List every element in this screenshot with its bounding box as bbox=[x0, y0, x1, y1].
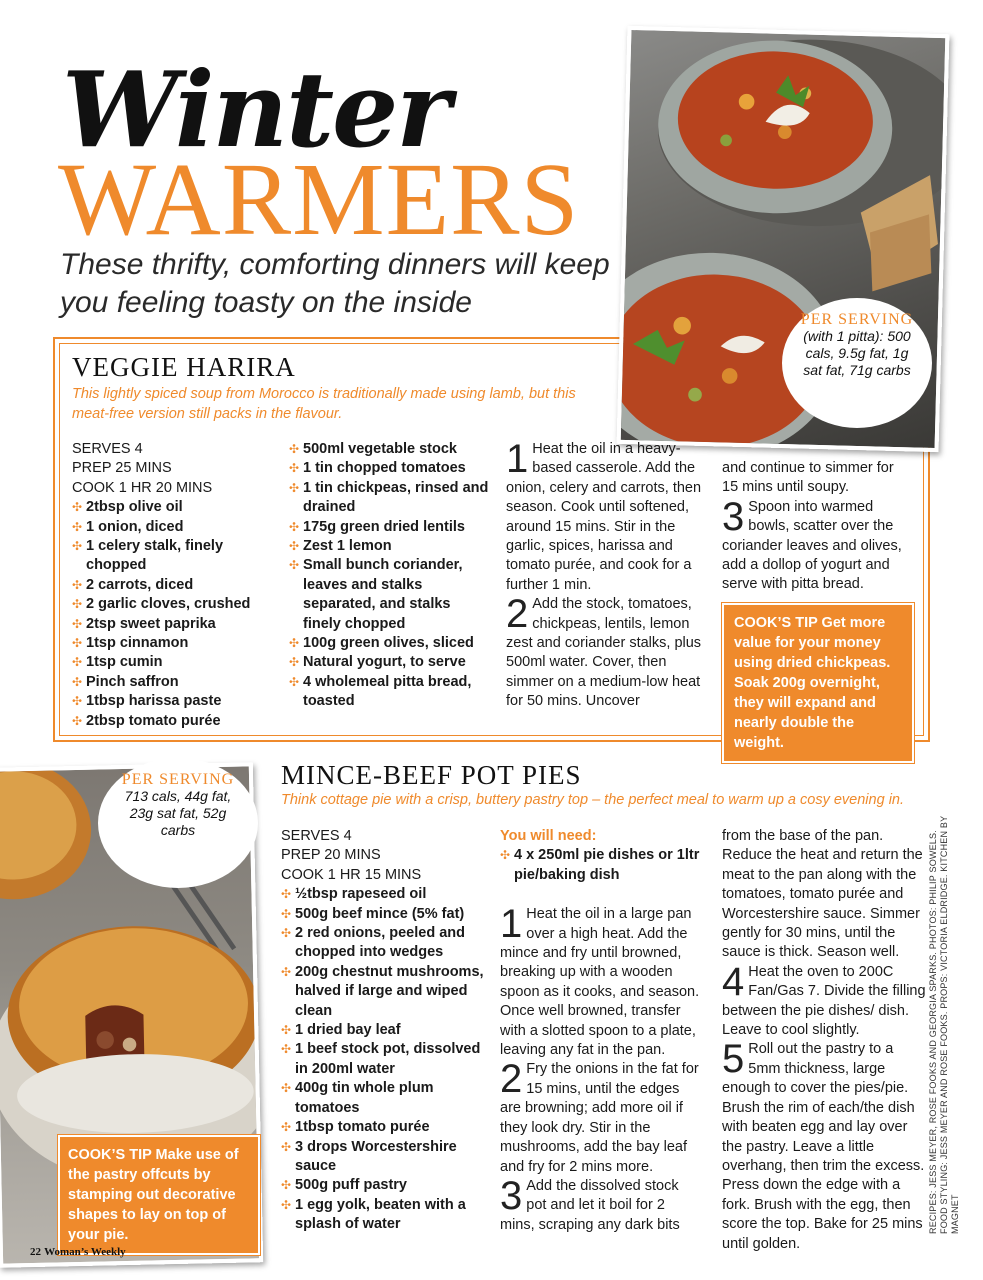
four-petal-flower-icon: ✣ bbox=[281, 926, 292, 941]
ingredient: ✣ 2tbsp tomato purée bbox=[72, 712, 277, 731]
ingredient: ✣ 1tbsp harissa paste bbox=[72, 692, 277, 711]
harira-intro: This lightly spiced soup from Morocco is traditionally made using lamb, but this meat-free version still packs in the flavour. bbox=[72, 386, 576, 422]
title-warmers: WARMERS bbox=[58, 142, 580, 257]
equipment: ✣ 4 x 250ml pie dishes or 1ltr pie/baking dish bbox=[500, 847, 700, 883]
ingredient: ✣ 2 garlic cloves, crushed bbox=[72, 595, 277, 614]
ingredient: ✣ 1 egg yolk, beaten with a splash of water bbox=[281, 1196, 466, 1233]
four-petal-flower-icon: ✣ bbox=[289, 461, 300, 476]
four-petal-flower-icon: ✣ bbox=[289, 655, 300, 670]
pies-cooks-tip: COOK’S TIP Make use of the pastry offcuts by stamping out decorative shapes to lay on top of your pie. bbox=[58, 1135, 260, 1255]
ingredient: ✣ 1 dried bay leaf bbox=[281, 1021, 486, 1040]
four-petal-flower-icon: ✣ bbox=[72, 616, 83, 631]
method-step: 2 Fry the onions in the fat for 15 mins, until the edges are browning; add more oil if they look dry. Stir in the mushrooms, add the bay leaf and fry for 2 mins more. bbox=[500, 1057, 699, 1175]
ingredient: ✣ 4 wholemeal pitta bread, toasted bbox=[289, 673, 472, 710]
step-number: 1 bbox=[506, 437, 529, 481]
method-step: 3 Add the dissolved stock pot and let it boil for 2 mins, scraping any dark bits bbox=[500, 1173, 680, 1233]
photo-credits: RECIPES: JESS MEYER, ROSE FOOKS AND GEORGIA SPARKS. PHOTOS: PHILIP SOWELS. FOOD STYLING: JESS MEYER AND ROSE FOOKS. PROPS: VICTORIA ELDRIDGE. KITCHEN BY MAGNET bbox=[928, 815, 960, 1234]
four-petal-flower-icon: ✣ bbox=[72, 636, 83, 651]
four-petal-flower-icon: ✣ bbox=[72, 694, 83, 709]
ingredient: ✣ 175g green dried lentils bbox=[289, 518, 489, 537]
pies-ingredients bbox=[281, 827, 486, 1235]
four-petal-flower-icon: ✣ bbox=[72, 674, 83, 689]
four-petal-flower-icon: ✣ bbox=[72, 577, 83, 592]
four-petal-flower-icon: ✣ bbox=[289, 480, 300, 495]
step-number: 1 bbox=[500, 902, 523, 947]
ingredient: ✣ 100g green olives, sliced bbox=[289, 634, 489, 653]
ingredient: ✣ 2 red onions, peeled and chopped into wedges bbox=[281, 925, 466, 961]
step-number: 3 bbox=[722, 494, 745, 539]
four-petal-flower-icon: ✣ bbox=[281, 1042, 292, 1057]
four-petal-flower-icon: ✣ bbox=[72, 597, 83, 612]
four-petal-flower-icon: ✣ bbox=[281, 1197, 292, 1212]
four-petal-flower-icon: ✣ bbox=[281, 964, 292, 979]
step-number: 3 bbox=[500, 1173, 523, 1218]
four-petal-flower-icon: ✣ bbox=[281, 887, 292, 902]
pies-prep: PREP 20 MINS bbox=[281, 847, 381, 864]
four-petal-flower-icon: ✣ bbox=[281, 1178, 292, 1193]
ingredient: ✣ Zest 1 lemon bbox=[289, 537, 489, 556]
method-continued: and continue to simmer for 15 mins until soupy. bbox=[722, 460, 894, 496]
ingredient: ✣ 1 tin chopped tomatoes bbox=[289, 459, 489, 478]
ingredient: ✣ Natural yogurt, to serve bbox=[289, 653, 489, 672]
harira-ingredients-col1 bbox=[72, 440, 277, 731]
step-number: 2 bbox=[506, 592, 529, 637]
pies-serves: SERVES 4 bbox=[281, 828, 352, 844]
ingredient: ✣ 400g tin whole plum tomatoes bbox=[281, 1080, 434, 1116]
method-step: 5 Roll out the pastry to a 5mm thickness, large enough to cover the pies/pie. Brush the rim of each/the dish with beaten egg and lay over the pastry. Leave a little overhang, then trim the excess. Press down the edge with a fork. Brush with the egg, then score the top. Bake for 25 mins until golden. bbox=[722, 1037, 925, 1252]
ingredient: ✣ 2tbsp olive oil bbox=[72, 498, 277, 517]
four-petal-flower-icon: ✣ bbox=[289, 442, 300, 456]
ingredient: ✣ ½tbsp rapeseed oil bbox=[281, 885, 486, 904]
method-step: 3 Spoon into warmed bowls, scatter over the coriander leaves and olives, add a dollop of yogurt and serve with pitta bread. bbox=[722, 494, 902, 593]
step-number: 2 bbox=[500, 1057, 523, 1102]
ingredient: ✣ 1 beef stock pot, dissolved in 200ml water bbox=[281, 1041, 481, 1077]
harira-per-serving-text: (with 1 pitta): 500 cals, 9.5g fat, 1g sat fat, 71g carbs bbox=[803, 328, 911, 378]
pies-intro: Think cottage pie with a crisp, buttery pastry top – the perfect meal to warm up a cosy evening in. bbox=[281, 792, 905, 808]
ingredient: ✣ 1 tin chickpeas, rinsed and drained bbox=[289, 479, 489, 516]
four-petal-flower-icon: ✣ bbox=[281, 1023, 292, 1038]
four-petal-flower-icon: ✣ bbox=[72, 519, 83, 534]
ingredient: ✣ 500g puff pastry bbox=[281, 1176, 486, 1195]
method-continued: from the base of the pan. Reduce the heat and return the meat to the pan along with the tomatoes, tomato purée and Worcestershire sauce. Simmer gently for 30 mins, until the sauce is thick. Season well. bbox=[722, 828, 923, 961]
harira-per-serving-badge bbox=[782, 298, 932, 428]
four-petal-flower-icon: ✣ bbox=[289, 674, 300, 689]
ingredient: ✣ 1tsp cinnamon bbox=[72, 634, 277, 653]
you-will-need-head: You will need: bbox=[500, 828, 597, 844]
four-petal-flower-icon: ✣ bbox=[289, 539, 300, 554]
harira-cook: COOK 1 HR 20 MINS bbox=[72, 479, 213, 496]
pies-cook: COOK 1 HR 15 MINS bbox=[281, 866, 422, 883]
four-petal-flower-icon: ✣ bbox=[500, 848, 511, 863]
ingredient: ✣ 1 onion, diced bbox=[72, 518, 277, 537]
step-number: 4 bbox=[722, 959, 745, 1004]
four-petal-flower-icon: ✣ bbox=[281, 1139, 292, 1154]
page-number: 22 bbox=[30, 1246, 41, 1258]
method-step: 1 Heat the oil in a heavy-based casserole. Add the onion, celery and carrots, then season. Cook until softened, around 15 mins. Stir in the garlic, spices, harissa and tomato purée, and cook for a further 1 min. bbox=[506, 437, 702, 593]
page-footer bbox=[30, 1246, 126, 1258]
ingredient: ✣ Pinch saffron bbox=[72, 673, 277, 692]
pies-per-serving-head: PER SERVING bbox=[121, 771, 235, 788]
subtitle: These thrifty, comforting dinners will keep you feeling toasty on the inside bbox=[60, 248, 610, 319]
harira-title: VEGGIE HARIRA bbox=[72, 352, 296, 382]
four-petal-flower-icon: ✣ bbox=[281, 1081, 292, 1096]
harira-prep: PREP 25 MINS bbox=[72, 460, 172, 477]
harira-cooks-tip: COOK’S TIP Get more value for your money using dried chickpeas. Soak 200g overnight, they will expand and nearly double the weight. bbox=[722, 603, 914, 763]
pies-per-serving-badge bbox=[98, 758, 258, 888]
ingredient: ✣ 1tbsp tomato purée bbox=[281, 1118, 486, 1137]
magazine-name: Woman’s Weekly bbox=[44, 1246, 126, 1258]
harira-ingredients-col2 bbox=[289, 440, 489, 712]
harira-method-col2 bbox=[722, 459, 912, 595]
four-petal-flower-icon: ✣ bbox=[289, 519, 300, 534]
title-winter: Winter bbox=[62, 48, 450, 171]
method-step: 2 Add the stock, tomatoes, chickpeas, lentils, lemon zest and coriander stalks, plus 500ml water. Cover, then simmer on a medium-low heat for 50 mins. Uncover bbox=[506, 592, 702, 710]
pies-method-col1 bbox=[500, 827, 700, 1235]
ingredient: ✣ Small bunch coriander, leaves and stalks separated, and stalks finely chopped bbox=[289, 557, 463, 632]
four-petal-flower-icon: ✣ bbox=[72, 500, 83, 515]
ingredient: ✣ 500g beef mince (5% fat) bbox=[281, 905, 486, 924]
ingredient: ✣ 200g chestnut mushrooms, halved if large and wiped clean bbox=[281, 963, 484, 1019]
harira-method-col1 bbox=[506, 437, 706, 712]
step-number: 5 bbox=[722, 1037, 745, 1082]
four-petal-flower-icon: ✣ bbox=[72, 655, 83, 670]
method-step: 4 Heat the oven to 200C Fan/Gas 7. Divide the filling between the pie dishes/ dish. Leave to cool slightly. bbox=[722, 959, 926, 1039]
pies-title: MINCE-BEEF POT PIES bbox=[281, 760, 582, 790]
ingredient: ✣ 1 celery stalk, finely chopped bbox=[72, 538, 224, 574]
four-petal-flower-icon: ✣ bbox=[281, 1120, 292, 1135]
four-petal-flower-icon: ✣ bbox=[281, 906, 292, 921]
ingredient: ✣ 500ml vegetable stock bbox=[289, 440, 489, 459]
ingredient: ✣ 2tsp sweet paprika bbox=[72, 615, 277, 634]
ingredient: ✣ 2 carrots, diced bbox=[72, 576, 277, 595]
four-petal-flower-icon: ✣ bbox=[289, 558, 300, 573]
four-petal-flower-icon: ✣ bbox=[72, 713, 83, 728]
ingredient: ✣ 3 drops Worcestershire sauce bbox=[281, 1138, 457, 1174]
ingredient: ✣ 1tsp cumin bbox=[72, 653, 277, 672]
four-petal-flower-icon: ✣ bbox=[72, 539, 83, 554]
pies-per-serving-text: 713 cals, 44g fat, 23g sat fat, 52g carbs bbox=[124, 788, 232, 838]
pies-method-col2 bbox=[722, 827, 927, 1254]
four-petal-flower-icon: ✣ bbox=[289, 636, 300, 651]
method-step: 1 Heat the oil in a large pan over a high heat. Add the mince and fry until browned, breaking up with a wooden spoon as it cooks, and season. Once well browned, transfer with a slotted spoon to a plate, leaving any fat in the pan. bbox=[500, 902, 700, 1059]
harira-per-serving-head: PER SERVING bbox=[800, 311, 914, 328]
harira-serves: SERVES 4 bbox=[72, 441, 143, 457]
